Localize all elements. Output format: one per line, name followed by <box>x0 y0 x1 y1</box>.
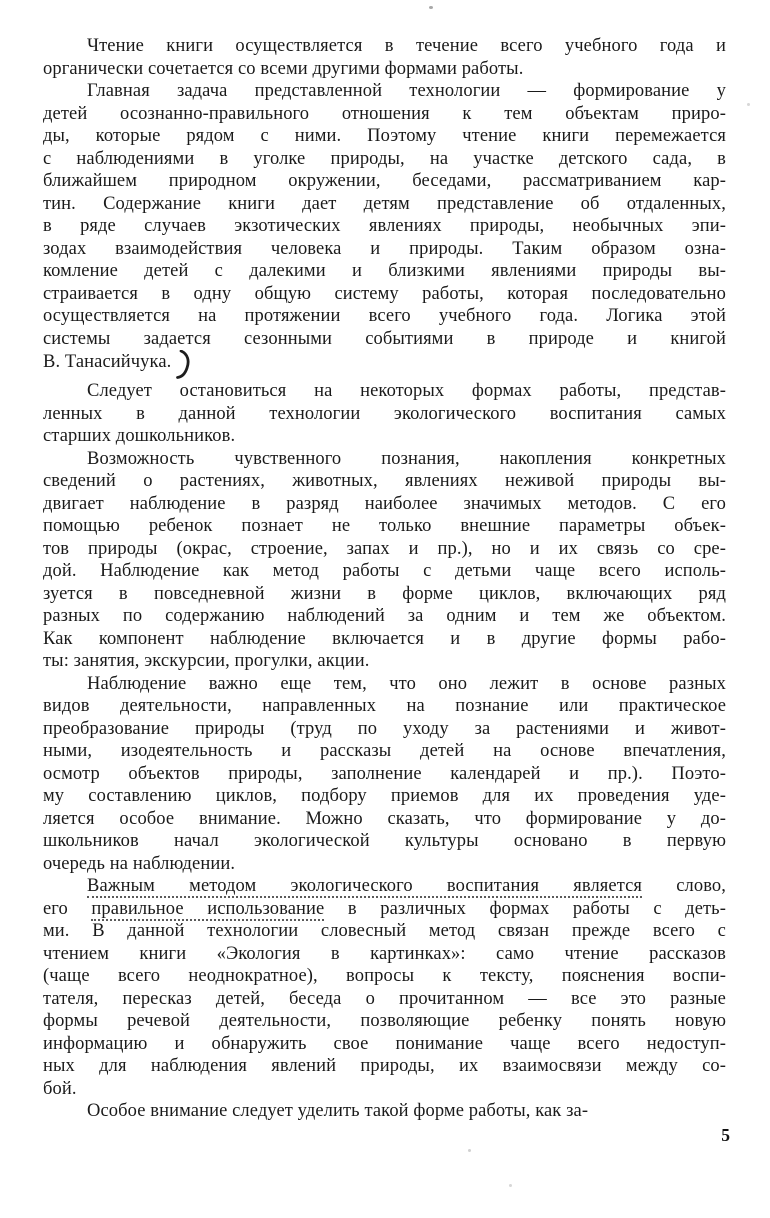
text-line: Как компонент наблюдение включается и в другие формы рабо- <box>43 628 726 649</box>
text-span: в различных формах работы с деть- <box>324 898 726 919</box>
paragraph <box>43 875 726 1100</box>
text-line: ных для наблюдения явлений природы, их взаимосвязи между со- <box>43 1056 726 1076</box>
text-line: разных по содержанию наблюдений за одним и тем же объектом. <box>43 606 726 626</box>
text-line: старших дошкольников. <box>43 426 236 446</box>
text-line: детей осознанно-правильного отношения к тем объектам приро- <box>43 103 726 124</box>
text-span: слово, <box>642 876 726 896</box>
text-line: сведений о растениях, животных, явлениях неживой природы вы- <box>43 471 726 491</box>
text-line: ты: занятия, экскурсии, прогулки, акции. <box>43 651 370 671</box>
text-line <box>43 898 726 921</box>
text-line: видов деятельности, направленных на познание или практическое <box>43 696 726 716</box>
text-line: ближайшем природном окружении, беседами, рассматриванием кар- <box>43 171 726 191</box>
text-line: формы речевой деятельности, позволяющие ребенку понять новую <box>43 1011 726 1031</box>
paragraph <box>43 380 726 448</box>
text-line: В. Танасийчука. <box>43 350 726 380</box>
text-line: школьников начал экологической культуры основано в первую <box>43 831 726 851</box>
text-line: Наблюдение важно еще тем, что оно лежит в основе разных <box>87 673 726 694</box>
paragraph <box>43 35 726 80</box>
text-line: тателя, пересказ детей, беседа о прочитанном — все это разные <box>43 988 726 1009</box>
text-line: органически сочетается со всеми другими формами работы. <box>43 58 524 79</box>
text-line: бой. <box>43 1078 77 1099</box>
text-line: зодах взаимодействия человека и природы. Таким образом озна- <box>43 238 726 259</box>
paragraph <box>43 1100 726 1123</box>
scan-speck <box>509 1184 512 1187</box>
text-line: ляется особое внимание. Можно сказать, что формирование у до- <box>43 808 726 829</box>
text-line: чтением книги «Экология в картинках»: само чтение рассказов <box>43 943 726 964</box>
paragraph <box>43 80 726 380</box>
scan-speck <box>468 1149 471 1152</box>
text-line: осмотр объектов природы, заполнение календарей и пр.). Поэто- <box>43 763 726 784</box>
text-line: страивается в одну общую систему работы, которая последовательно <box>43 283 726 304</box>
text-span: его <box>43 898 92 919</box>
text-line: ми. В данной технологии словесный метод связан прежде всего с <box>43 921 726 941</box>
text-line: комление детей с далекими и близкими явлениями природы вы- <box>43 261 726 281</box>
text-line: ды, которые рядом с ними. Поэтому чтение книги перемежается <box>43 126 726 146</box>
text-line: в ряде случаев экзотических явлениях природы, необычных эпи- <box>43 216 726 236</box>
text-line: системы задается сезонными событиями в природе и книгой <box>43 328 726 349</box>
text-line: Чтение книги осуществляется в течение всего учебного года и <box>87 36 726 56</box>
text-line: Особое внимание следует уделить такой форме работы, как за- <box>87 1101 589 1121</box>
text-line: Главная задача представленной технологии — формирование у <box>87 81 726 101</box>
text-line: Следует остановиться на некоторых формах работы, представ- <box>87 381 726 401</box>
text-line: зуется в повседневной жизни в форме циклов, включающих ряд <box>43 583 726 604</box>
text-line: двигает наблюдение в разряд наиболее значимых методов. С его <box>43 493 726 514</box>
text-line: му составлению циклов, подбору приемов для их проведения уде- <box>43 786 726 806</box>
text-line: ленных в данной технологии экологического воспитания самых <box>43 403 726 424</box>
paragraph <box>43 448 726 673</box>
text-line: ными, изодеятельность и рассказы детей на основе впечатления, <box>43 741 726 761</box>
text-line: информацию и обнаружить свое понимание чаще всего недоступ- <box>43 1033 726 1054</box>
page-text <box>43 35 726 1123</box>
text-line: тов природы (окрас, строение, запах и пр.), но и их связь со сре- <box>43 538 726 559</box>
text-line: (чаще всего неоднократное), вопросы к тексту, пояснения воспи- <box>43 966 726 986</box>
text-line: осуществляется на протяжении всего учебного года. Логика этой <box>43 306 726 326</box>
page-number: 5 <box>721 1125 730 1145</box>
text-line <box>43 875 726 898</box>
pencil-underlined-text: Важным методом экологического воспитания является <box>87 876 643 896</box>
handwritten-hook-icon <box>176 350 192 380</box>
scan-speck <box>429 6 433 9</box>
pencil-underlined-text: правильное использование <box>91 898 325 919</box>
text-line: с наблюдениями в уголке природы, на участке детского сада, в <box>43 148 726 169</box>
text-line: преобразование природы (труд по уходу за растениями и живот- <box>43 718 726 739</box>
text-line: очередь на наблюдении. <box>43 853 236 874</box>
text-line: дой. Наблюдение как метод работы с детьми чаще всего исполь- <box>43 561 726 581</box>
scan-speck <box>747 103 750 106</box>
text-line: помощью ребенок познает не только внешние параметры объек- <box>43 516 726 536</box>
paragraph <box>43 673 726 876</box>
text-line: Возможность чувственного познания, накопления конкретных <box>87 448 726 469</box>
text-line: тин. Содержание книги дает детям представление об отдаленных, <box>43 193 726 214</box>
